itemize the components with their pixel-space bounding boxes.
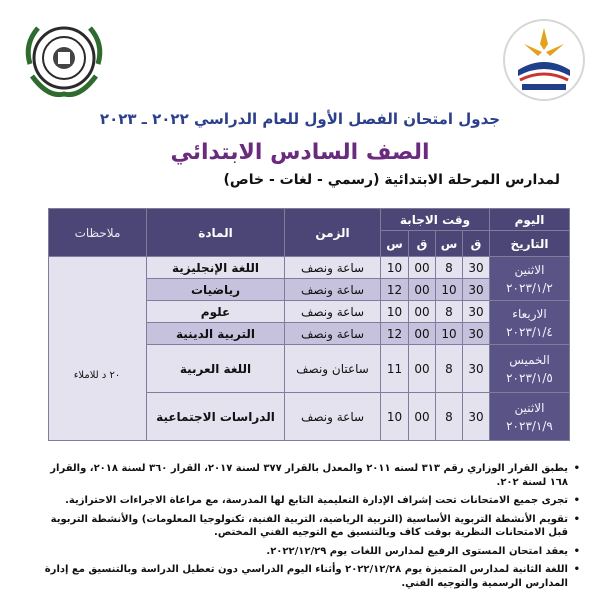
- cell-duration: ساعة ونصف: [285, 257, 381, 279]
- note-item: • تقويم الأنشطة التربوية الأساسية (التربية الرياضية، التربية الفنية، تكنولوجيا المعلومات) والأنشطة التربوية قبل الامتحانات النظرية بوقت كاف وبالتنسيق مع التوجيه الفني المختص.: [40, 513, 568, 540]
- day-cell: [490, 301, 570, 345]
- day-cell: [490, 345, 570, 393]
- day-date: ٢٠٢٣/١/٤: [506, 324, 553, 339]
- cell-s-from: 12: [381, 279, 409, 301]
- header-q-to: ق: [463, 231, 490, 257]
- grade-title: الصف السادس الابتدائي: [170, 140, 430, 165]
- cell-s-to: 8: [436, 393, 463, 441]
- day-cell: [490, 257, 570, 301]
- cell-q-to: 30: [463, 393, 490, 441]
- cell-q-to: 30: [463, 301, 490, 323]
- cell-s-to: 10: [436, 323, 463, 345]
- cell-subject: اللغة الإنجليزية: [147, 257, 285, 279]
- cell-duration: ساعة ونصف: [285, 279, 381, 301]
- cell-q-to: 30: [463, 279, 490, 301]
- cell-duration: ساعة ونصف: [285, 323, 381, 345]
- header-subject: المادة: [147, 209, 285, 257]
- schools-subtitle: لمدارس المرحلة الابتدائية (رسمي - لغات - خاص): [223, 172, 560, 188]
- cell-subject: الدراسات الاجتماعية: [147, 393, 285, 441]
- cell-q-from: 00: [409, 279, 436, 301]
- cell-duration: ساعتان ونصف: [285, 345, 381, 393]
- cell-q-from: 00: [409, 393, 436, 441]
- cell-subject: اللغة العربية: [147, 345, 285, 393]
- exam-schedule-table: [48, 208, 570, 441]
- header-answer-time: وقت الاجابة: [381, 209, 490, 231]
- header-s-from: س: [381, 231, 409, 257]
- day-date: ٢٠٢٣/١/٩: [506, 418, 553, 433]
- cell-s-from: 10: [381, 301, 409, 323]
- dictation-note: ٢٠ د للاملاء: [73, 370, 121, 381]
- day-name: الاثنين: [514, 262, 545, 277]
- note-item: • يطبق القرار الوزاري رقم ٣١٣ لسنه ٢٠١١ والمعدل بالقرار ٣٧٧ لسنة ٢٠١٧، القرار ٣٦٠ لسنة ٢٠١٨، والقرار ١٦٨ لسنة ٢٠٢.: [40, 462, 568, 489]
- cell-subject: رياضيات: [147, 279, 285, 301]
- day-name: الاربعاء: [512, 306, 547, 321]
- cell-q-from: 00: [409, 345, 436, 393]
- header-day: اليوم: [490, 209, 570, 231]
- cell-q-to: 30: [463, 345, 490, 393]
- cell-q-to: 30: [463, 323, 490, 345]
- header-q-from: ق: [409, 231, 436, 257]
- day-name: الاثنين: [514, 400, 545, 415]
- header-duration: الزمن: [285, 209, 381, 257]
- cell-q-from: 00: [409, 257, 436, 279]
- day-date: ٢٠٢٣/١/٥: [506, 370, 553, 385]
- education-directorate-logo: [498, 14, 590, 106]
- note-item: • يعقد امتحان المستوى الرفيع لمدارس اللغات يوم ٢٠٢٢/١٢/٢٩.: [40, 545, 568, 559]
- cell-subject: علوم: [147, 301, 285, 323]
- cell-q-from: 00: [409, 301, 436, 323]
- day-date: ٢٠٢٣/١/٢: [506, 280, 553, 295]
- header-date: التاريخ: [490, 231, 570, 257]
- cell-s-from: 12: [381, 323, 409, 345]
- cell-s-from: 10: [381, 393, 409, 441]
- day-name: الخميس: [509, 352, 550, 367]
- header-notes: ملاحظات: [49, 209, 147, 257]
- notes-column: [49, 257, 147, 441]
- exam-schedule-title: جدول امتحان الفصل الأول للعام الدراسي ٢٠٢٢ ـ ٢٠٢٣: [99, 110, 501, 128]
- cell-q-to: 30: [463, 257, 490, 279]
- cell-s-to: 8: [436, 345, 463, 393]
- cell-duration: ساعة ونصف: [285, 393, 381, 441]
- cell-duration: ساعة ونصف: [285, 301, 381, 323]
- header-s-to: س: [436, 231, 463, 257]
- governorate-seal-logo: [18, 14, 110, 106]
- cell-s-to: 8: [436, 257, 463, 279]
- notes-list: [40, 462, 582, 595]
- cell-s-from: 10: [381, 257, 409, 279]
- note-item: • اللغة الثانية لمدارس المتميزة يوم ٢٠٢٢/١٢/٢٨ وأثناء اليوم الدراسي دون تعطيل الدراسة وبالتنسيق مع إدارة المدارس الرسمية والتوجيه الفني.: [40, 563, 568, 590]
- cell-q-from: 00: [409, 323, 436, 345]
- cell-subject: التربية الدينية: [147, 323, 285, 345]
- cell-s-from: 11: [381, 345, 409, 393]
- cell-s-to: 10: [436, 279, 463, 301]
- day-cell: [490, 393, 570, 441]
- cell-s-to: 8: [436, 301, 463, 323]
- note-item: • تجرى جميع الامتحانات تحت إشراف الإدارة التعليمية التابع لها المدرسة، مع مراعاة الاجراءات الاحترازية.: [40, 494, 568, 508]
